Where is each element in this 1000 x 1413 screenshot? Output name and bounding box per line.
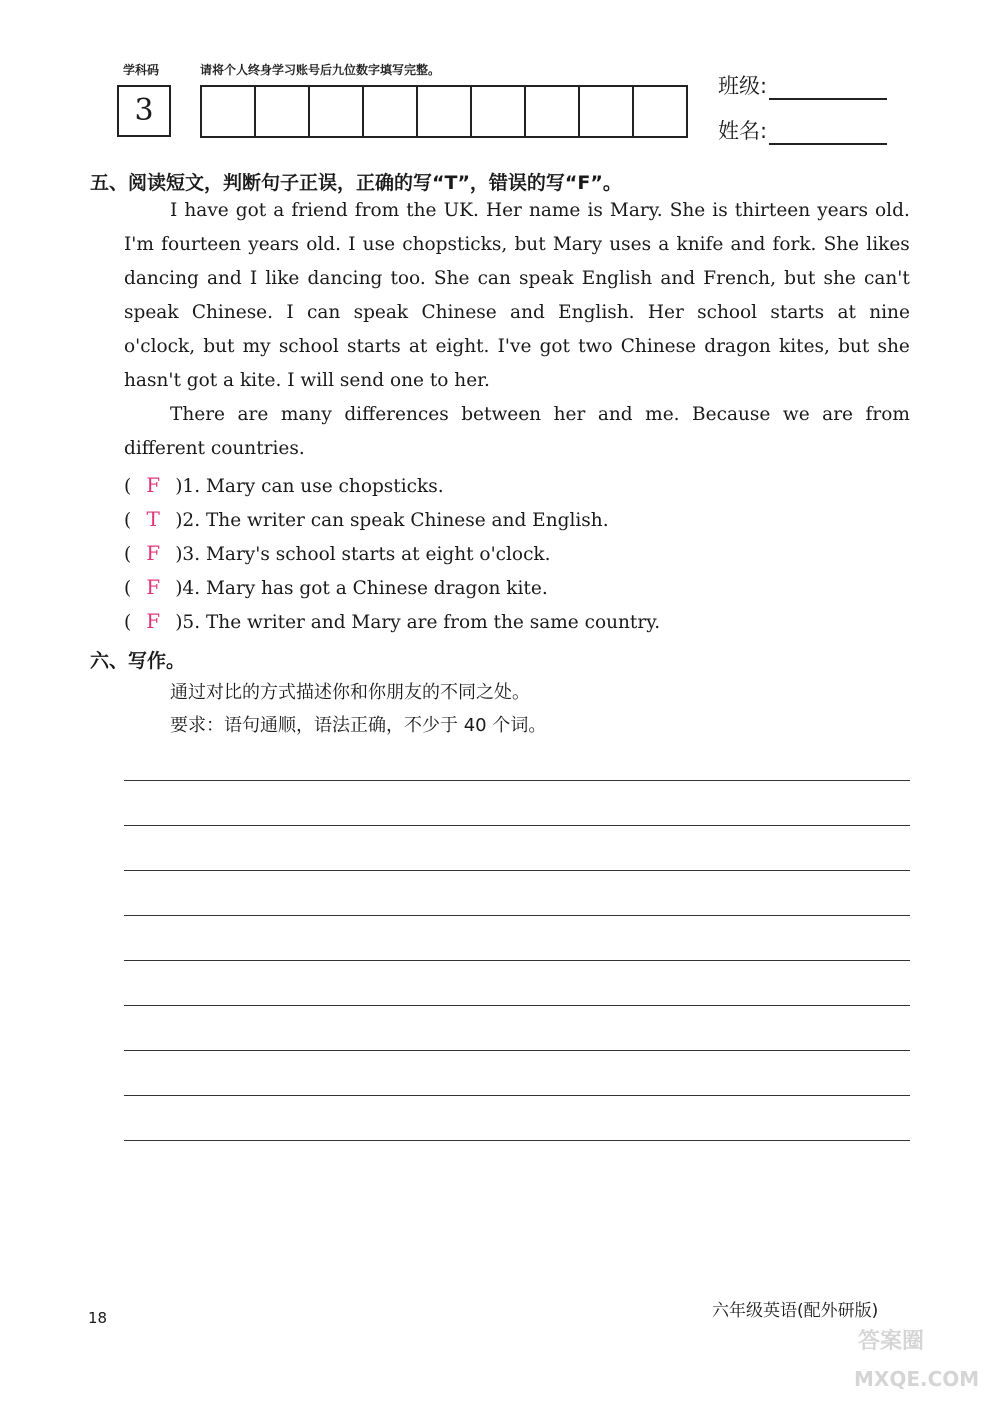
passage-word: old. (306, 234, 342, 255)
answer-1[interactable]: F (146, 473, 161, 497)
passage-word: too. (390, 268, 426, 289)
digit-box[interactable] (310, 87, 364, 136)
passage-word: Chinese (620, 336, 697, 357)
answer-3[interactable]: F (146, 541, 161, 565)
passage-word: dancing (124, 268, 199, 289)
passage-word: a (273, 200, 285, 221)
passage-word: Mary. (609, 200, 663, 221)
digit-box[interactable] (202, 87, 256, 136)
answer-4[interactable]: F (146, 575, 161, 599)
passage-word: years (248, 234, 300, 255)
passage-word: got (539, 336, 570, 357)
watermark-top: 答案圈 (858, 1329, 925, 1354)
passage-word: but (838, 336, 870, 357)
question-4-text: )4. Mary has got a Chinese dragon kite. (175, 578, 548, 599)
passage-word: at (408, 336, 428, 357)
account-digit-boxes (200, 85, 688, 138)
passage-word: at (837, 302, 856, 323)
passage-word: Chinese. (191, 302, 274, 323)
watermark-bottom: MXQE.COM (854, 1367, 980, 1391)
name-label: 姓名: (718, 119, 768, 143)
digit-box[interactable] (580, 87, 634, 136)
name-blank[interactable] (769, 123, 887, 145)
passage-word: speak (519, 268, 574, 289)
passage-word: use (362, 234, 396, 255)
passage-word: me. (645, 404, 680, 425)
passage-word: school (697, 302, 758, 323)
passage-word: She (433, 268, 470, 289)
writing-line[interactable] (124, 1050, 910, 1051)
digit-box[interactable] (364, 87, 418, 136)
writing-line[interactable] (124, 915, 910, 916)
question-4: ( F )4. Mary has got a Chinese dragon kite. (124, 575, 548, 599)
class-label: 班级: (718, 74, 768, 98)
passage-word: kites, (779, 336, 830, 357)
question-2: ( T )2. The writer can speak Chinese and English. (124, 507, 609, 531)
passage-word: is (712, 200, 728, 221)
class-blank[interactable] (769, 78, 887, 100)
passage-word: English (581, 268, 653, 289)
section5-title: 五、阅读短文，判断句子正误，正确的写“T”，错误的写“F”。 (90, 172, 622, 194)
passage-word: I (286, 302, 294, 323)
passage-word: fourteen (161, 234, 242, 255)
subject-code-box: 3 (117, 85, 171, 137)
class-field (718, 70, 887, 100)
passage-word: but (784, 268, 816, 289)
passage-word: she (823, 268, 856, 289)
passage-word: from (354, 200, 400, 221)
passage-word: speak (124, 302, 179, 323)
passage-word: school (278, 336, 339, 357)
subject-code-label: 学科码 (123, 63, 160, 77)
passage-word: I (249, 268, 258, 289)
passage-word: her (553, 404, 586, 425)
passage-word: dancing (307, 268, 383, 289)
passage-word: fork. (772, 234, 817, 255)
passage-word: English. (558, 302, 635, 323)
question-5-text: )5. The writer and Mary are from the same country. (175, 612, 661, 633)
passage-word: she (877, 336, 910, 357)
question-5: ( F )5. The writer and Mary are from the same country. (124, 609, 661, 633)
passage-word: I (348, 234, 356, 255)
passage-word: and (660, 268, 696, 289)
passage-word: are (822, 404, 853, 425)
passage-word: Mary (552, 234, 603, 255)
passage-word: can (477, 268, 511, 289)
passage-word: many (280, 404, 332, 425)
writing-requirement: 要求：语句通顺，语法正确，不少于 40 个词。 (170, 715, 547, 736)
passage-word: years (817, 200, 868, 221)
passage-word: eight. (435, 336, 490, 357)
passage-word: There (170, 404, 225, 425)
answer-5[interactable]: F (146, 609, 161, 633)
section6-title: 六、写作。 (90, 650, 186, 672)
passage-word: old. (875, 200, 910, 221)
answer-2[interactable]: T (146, 507, 160, 531)
passage-word: o'clock, (124, 336, 196, 357)
passage-line-4 (124, 296, 910, 330)
passage-word: friend (291, 200, 348, 221)
passage-line-3 (124, 262, 910, 296)
passage-word: differences (344, 404, 449, 425)
passage-line-5 (124, 330, 910, 364)
passage-line-1 (170, 194, 910, 228)
writing-line[interactable] (124, 1140, 910, 1141)
digit-box[interactable] (634, 87, 686, 136)
page-number: 18 (88, 1309, 108, 1327)
passage-word: from (865, 404, 910, 425)
question-3-text: )3. Mary's school starts at eight o'clock. (175, 544, 551, 565)
passage-word: but (514, 234, 546, 255)
passage-word: starts (770, 302, 825, 323)
writing-line[interactable] (124, 1095, 910, 1096)
digit-box[interactable] (418, 87, 472, 136)
passage-word: She (823, 234, 860, 255)
passage-word: Her (647, 302, 684, 323)
passage-word: Chinese (421, 302, 497, 323)
passage-word: and (597, 404, 633, 425)
passage-word: nine (869, 302, 910, 323)
passage-word: thirteen (734, 200, 811, 221)
passage-line-2 (124, 228, 910, 262)
account-instruction: 请将个人终身学习账号后九位数字填写完整。 (200, 63, 441, 77)
passage-word: starts (346, 336, 401, 357)
digit-box[interactable] (472, 87, 526, 136)
watermark-logo (850, 1318, 990, 1398)
passage-word: name (528, 200, 581, 221)
digit-box[interactable] (526, 87, 580, 136)
passage-word: Because (692, 404, 771, 425)
writing-line[interactable] (124, 1005, 910, 1006)
passage-word: Her (485, 200, 522, 221)
passage-word: is (587, 200, 603, 221)
passage-word: knife (676, 234, 724, 255)
writing-line[interactable] (124, 960, 910, 961)
passage-word: can (306, 302, 341, 323)
passage-word: a (658, 234, 670, 255)
name-field (718, 115, 887, 145)
passage-word: the (406, 200, 437, 221)
question-2-text: )2. The writer can speak Chinese and English. (175, 510, 609, 531)
passage-word: and (510, 302, 545, 323)
passage-word: two (578, 336, 613, 357)
passage-word: likes (866, 234, 910, 255)
passage-line-7 (170, 398, 910, 432)
passage-word: and (206, 268, 242, 289)
question-1: ( F )1. Mary can use chopsticks. (124, 473, 444, 497)
passage-line-6: hasn't got a kite. I will send one to her. (124, 370, 490, 391)
passage-word: we (782, 404, 810, 425)
passage-word: and (730, 234, 766, 255)
passage-word: between (461, 404, 542, 425)
passage-word: speak (353, 302, 409, 323)
passage-word: have (184, 200, 229, 221)
digit-box[interactable] (256, 87, 310, 136)
writing-instruction: 通过对比的方式描述你和你朋友的不同之处。 (170, 682, 530, 703)
passage-line-8: different countries. (124, 438, 305, 459)
passage-word: I (170, 200, 178, 221)
passage-word: but (203, 336, 235, 357)
passage-word: can't (863, 268, 910, 289)
passage-word: uses (609, 234, 652, 255)
passage-word: my (242, 336, 271, 357)
passage-word: got (235, 200, 267, 221)
passage-word: are (237, 404, 269, 425)
passage-word: I'm (124, 234, 154, 255)
passage-word: chopsticks, (402, 234, 508, 255)
passage-word: dragon (704, 336, 771, 357)
passage-word: I've (497, 336, 532, 357)
writing-line[interactable] (124, 870, 910, 871)
writing-line[interactable] (124, 780, 910, 781)
question-3: ( F )3. Mary's school starts at eight o'clock. (124, 541, 551, 565)
book-title: 六年级英语(配外研版) (712, 1301, 879, 1321)
passage-word: like (265, 268, 300, 289)
passage-word: UK. (443, 200, 479, 221)
question-1-text: )1. Mary can use chopsticks. (175, 476, 444, 497)
passage-word: French, (703, 268, 776, 289)
passage-word: She (669, 200, 706, 221)
writing-line[interactable] (124, 825, 910, 826)
